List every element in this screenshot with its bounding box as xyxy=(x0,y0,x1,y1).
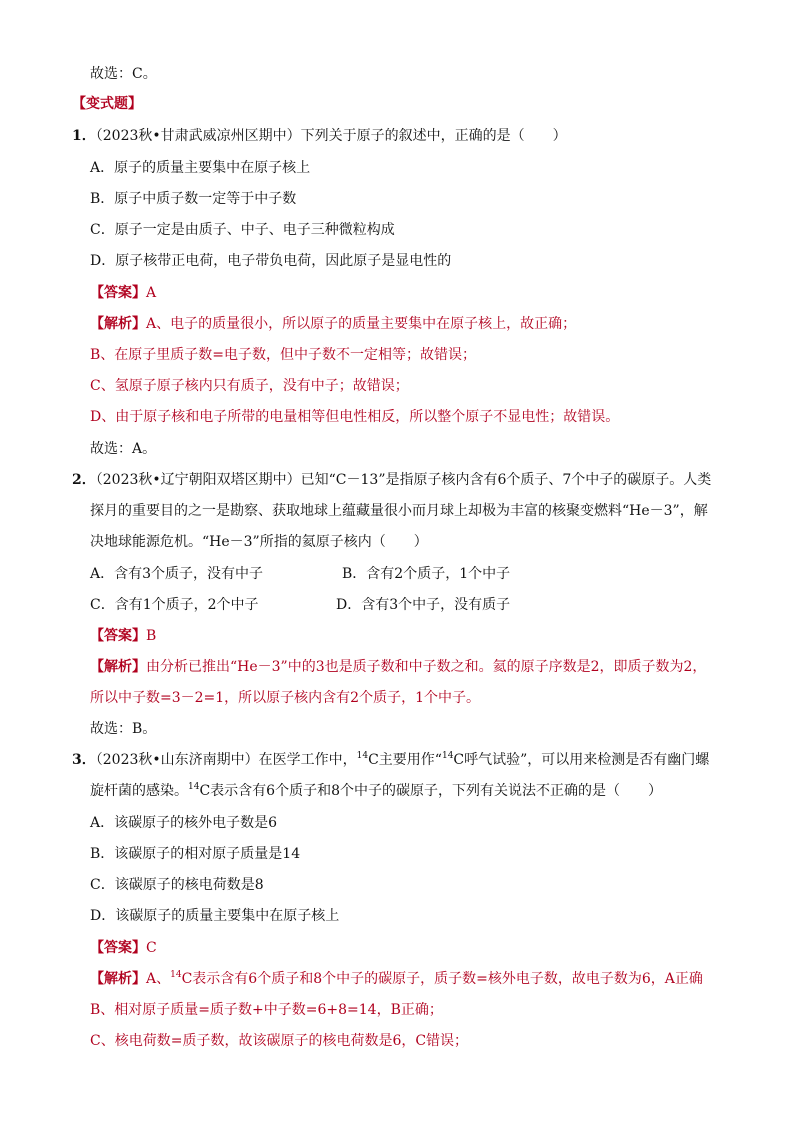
question-2-stem-line-2: 探月的重要目的之一是勘察、获取地球上蕴藏量很小而月球上却极为丰富的核聚变燃料“He－3”，解 xyxy=(90,503,708,519)
isotope-superscript: 14 xyxy=(356,751,369,761)
q2-choice: 故选：B。 xyxy=(90,721,157,737)
q2-option-b: B．含有2个质子，1个中子 xyxy=(342,566,511,582)
q3-analysis-line-3: C、核电荷数=质子数，故该碳原子的核电荷数是6，C错误； xyxy=(90,1033,469,1049)
answer-value: C xyxy=(146,940,157,956)
q2-option-d: D．含有3个中子，没有质子 xyxy=(336,597,511,613)
q1-option-d: D．原子核带正电荷，电子带负电荷，因此原子是显电性的 xyxy=(90,253,452,269)
isotope-superscript: 14 xyxy=(188,782,200,792)
previous-answer-choice: 故选：C。 xyxy=(90,66,157,82)
q2-analysis-line-1 xyxy=(90,657,706,677)
q1-choice: 故选：A。 xyxy=(90,441,157,457)
analysis-tag: 【解析】 xyxy=(90,659,146,675)
isotope-superscript: 14 xyxy=(170,970,182,980)
question-text: C呼气试验”，可以用来检测是否有幽门螺 xyxy=(453,752,710,768)
question-text: （2023秋•甘肃武威凉州区期中）下列关于原子的叙述中，正确的是（ ） xyxy=(95,128,567,144)
analysis-text: 由分析已推出“He－3”中的3也是质子数和中子数之和。氦的原子序数是2，即质子数为2， xyxy=(146,659,707,675)
analysis-text: C表示含有6个质子和8个中子的碳原子，质子数=核外电子数，故电子数为6，A正确 xyxy=(181,971,703,987)
q1-answer xyxy=(90,283,156,303)
q1-option-b: B．原子中质子数一定等于中子数 xyxy=(90,191,297,207)
analysis-tag: 【解析】 xyxy=(90,316,146,332)
question-number: 3． xyxy=(72,752,96,768)
answer-tag: 【答案】 xyxy=(90,628,146,644)
question-3-stem-line-1 xyxy=(72,750,709,770)
question-3-stem-line-2 xyxy=(90,781,662,801)
q2-option-c: C．含有1个质子，2个中子 xyxy=(90,597,259,613)
question-text: （2023秋•山东济南期中）在医学工作中， xyxy=(95,752,357,768)
q3-analysis-line-1 xyxy=(90,969,703,989)
q2-option-a: A．含有3个质子，没有中子 xyxy=(90,566,264,582)
question-2-stem-line-3: 决地球能源危机。“He－3”所指的氦原子核内（ ） xyxy=(90,534,428,550)
question-text: C主要用作“ xyxy=(368,752,442,768)
q3-option-d: D．该碳原子的质量主要集中在原子核上 xyxy=(90,908,340,924)
q1-option-c: C．原子一定是由质子、中子、电子三种微粒构成 xyxy=(90,222,395,238)
question-text: 旋杆菌的感染。 xyxy=(90,783,188,799)
answer-tag: 【答案】 xyxy=(90,940,146,956)
q2-analysis-line-2: 所以中子数=3－2=1，所以原子核内含有2个质子，1个中子。 xyxy=(90,690,480,706)
question-1-stem xyxy=(72,126,567,146)
q1-analysis-line-2: B、在原子里质子数=电子数，但中子数不一定相等；故错误； xyxy=(90,347,477,363)
answer-tag: 【答案】 xyxy=(90,285,146,301)
q3-analysis-line-2: B、相对原子质量=质子数+中子数=6+8=14，B正确； xyxy=(90,1002,443,1018)
analysis-text: A、 xyxy=(146,971,171,987)
section-tag-variant: 【变式题】 xyxy=(72,96,142,112)
q1-option-a: A．原子的质量主要集中在原子核上 xyxy=(90,160,311,176)
analysis-tag: 【解析】 xyxy=(90,971,146,987)
q3-option-b: B．该碳原子的相对原子质量是14 xyxy=(90,846,301,862)
q3-option-a: A．该碳原子的核外电子数是6 xyxy=(90,815,278,831)
question-text: （2023秋•辽宁朝阳双塔区期中）已知“C－13”是指原子核内含有6个质子、7个中子的碳原子。人类 xyxy=(95,472,712,488)
question-text: C表示含有6个质子和8个中子的碳原子，下列有关说法不正确的是（ ） xyxy=(199,783,662,799)
question-2-stem-line-1 xyxy=(72,470,711,490)
q3-answer xyxy=(90,938,157,958)
q1-analysis-line-4: D、由于原子核和电子所带的电量相等但电性相反，所以整个原子不显电性；故错误。 xyxy=(90,409,620,425)
q1-analysis-line-3: C、氢原子原子核内只有质子，没有中子；故错误； xyxy=(90,378,409,394)
question-number: 1． xyxy=(72,128,96,144)
analysis-text: A、电子的质量很小，所以原子的质量主要集中在原子核上，故正确； xyxy=(146,316,577,332)
answer-value: B xyxy=(146,628,157,644)
q2-answer xyxy=(90,626,156,646)
answer-value: A xyxy=(146,285,157,301)
question-number: 2． xyxy=(72,472,96,488)
isotope-superscript: 14 xyxy=(441,751,454,761)
q1-analysis-line-1 xyxy=(90,314,576,334)
q3-option-c: C．该碳原子的核电荷数是8 xyxy=(90,877,264,893)
